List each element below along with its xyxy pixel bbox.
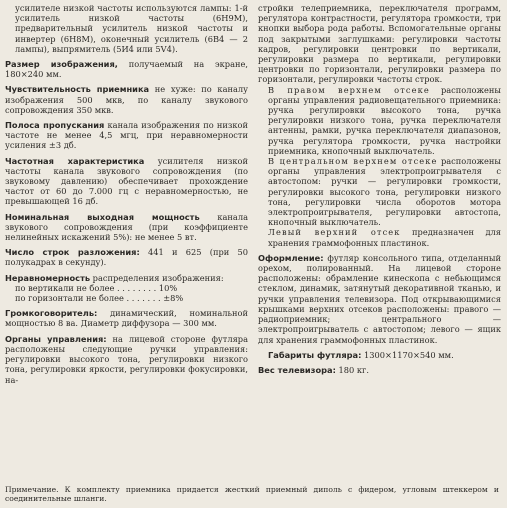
right-compartment-paragraph <box>258 85 501 156</box>
intro-paragraph: усилителе низкой частоты используются лампы: 1-й усилитель низкой частоты (6Н9М), предварительный усилитель низкой частоты и инвертер (6Н8М), оконечный усилитель (6В4 — 2 лампы), выпрямитель (5И4 или 5V4). <box>15 3 248 54</box>
right-compartment-text: расположены органы управления радиовещательного приемника: ручка регулировки высокого тона, ручка регулировки низкого тона, ручка переключателя антенны, рамки, ручка переключателя диапазонов, ручка регулятора громкости, ручка настройки приемника, кнопочный выключатель. <box>268 84 501 156</box>
footnote: Примечание. К комплекту приемника придается жесткий приемный диполь с фидером, угловым штеккером и соединительные шланги. <box>5 484 499 504</box>
nonuniformity-label: Неравномерность <box>5 272 91 283</box>
bandwidth-text: канала изображения по низкой частоте не менее 4,5 мгц, при неравномерности усиления ±3 дб. <box>5 120 248 151</box>
design-label: Оформление: <box>258 252 324 263</box>
output-power-paragraph <box>5 212 248 243</box>
controls-label: Органы управления: <box>5 333 107 344</box>
speaker-label: Громкоговоритель: <box>5 308 98 319</box>
left-column <box>5 3 248 385</box>
right-column <box>258 3 501 385</box>
nonuniformity-text: распределения изображения: <box>90 272 224 283</box>
left-compartment-paragraph <box>258 227 501 247</box>
scan-lines-text: 441 и 625 (при 50 полукадрах в секунду). <box>5 247 249 268</box>
center-compartment-text: расположены органы управления электропроигрывателя с автостопом: ручки — регулировки громкости, регулировки высокого тона, регулировки низкого тона, регулировки числа оборотов мотора электропроигрывателя, регулировки автостопа, кнопочный выключатель. <box>268 156 501 228</box>
bandwidth-label: Полоса пропускания <box>5 120 105 131</box>
output-power-text: канала звукового сопровождения (при коэффициенте нелинейных искажений 5%): не менее 5 вт. <box>5 211 248 243</box>
freq-response-text: усилителя низкой частоты канала звукового сопровождения (по звуковому давлению) обеспечивает прохождение частот от 60 до 7.000 гц с неравномерностью, не превышающей 16 дб. <box>5 155 249 207</box>
nonuniformity-horizontal: по горизонтали не более . . . . . . . ±8% <box>15 293 184 304</box>
dimensions-paragraph <box>258 350 501 360</box>
nonuniformity-paragraph <box>5 273 248 283</box>
freq-response-paragraph <box>5 156 248 207</box>
freq-response-label: Частотная характеристика <box>5 155 145 166</box>
image-size-paragraph <box>5 59 248 79</box>
controls-paragraph <box>5 334 248 385</box>
design-paragraph <box>258 253 501 345</box>
image-size-label: Размер изображения, <box>5 59 118 70</box>
sensitivity-label: Чувствительность приемника <box>5 84 150 95</box>
left-compartment-heading: Левый верхний отсек <box>268 227 401 238</box>
speaker-text: динамический, номинальной мощностью 8 вa. Диаметр диффузора — 300 мм. <box>5 308 248 329</box>
controls-continued-paragraph: стройки телеприемника, переключателя программ, регулятора контрастности, регулятора громкости, три кнопки выбора рода работы. Вспомогательные органы под закрытыми заглушками: регулировки частоты кадров, регулировки центровки по вертикали, регулировки размера по вертикали, регулировки центровки по горизонтали, регулировки размера по горизонтали, регулировки частоты строк. <box>258 3 501 85</box>
right-compartment-heading: В правом верхнем отсеке <box>268 84 430 95</box>
image-size-text: получаемый на экране, 180×240 мм. <box>5 59 249 80</box>
left-compartment-text: предназначен для хранения граммофонных пластинок. <box>268 227 501 248</box>
scan-lines-paragraph <box>5 247 248 267</box>
bandwidth-paragraph <box>5 120 248 151</box>
center-compartment-paragraph <box>258 156 501 227</box>
dimensions-text: 1300×1170×540 мм. <box>361 349 454 360</box>
output-power-label: Номинальная выходная мощность <box>5 211 200 222</box>
weight-text: 180 кг. <box>335 364 369 375</box>
weight-label: Вес телевизора: <box>258 364 336 375</box>
center-compartment-heading: В центральном верхнем отсеке <box>268 156 438 167</box>
design-text: футляр консольного типа, отделанный орехом, полированный. На лицевой стороне расположены: обрамление кинескопа с небьющимся стеклом, динамик, затянутый декоративной тканью, и ручки управления телевизора. Под открывающимися крышками верхних отсеков расположены: правого — радиоприемник; центрального — электропроигрыватель с автостопом; левого — ящик для хранения граммофонных пластинок. <box>258 252 501 345</box>
sensitivity-text: не хуже: по каналу изображения 500 мкв, по каналу звукового сопровождения 350 мкв. <box>5 84 248 115</box>
controls-text: на лицевой стороне футляра расположены следующие ручки управления: регулировки высокого тона, регулировки низкого тона, регулировки яркости, регулировки фокусировки, на- <box>5 333 248 385</box>
speaker-paragraph <box>5 308 248 328</box>
sensitivity-paragraph <box>5 84 248 115</box>
nonuniformity-vertical: по вертикали не более . . . . . . . . 10% <box>15 282 178 293</box>
scan-lines-label: Число строк разложения: <box>5 247 140 258</box>
dimensions-label: Габариты футляра: <box>268 349 362 360</box>
weight-paragraph <box>258 365 501 375</box>
